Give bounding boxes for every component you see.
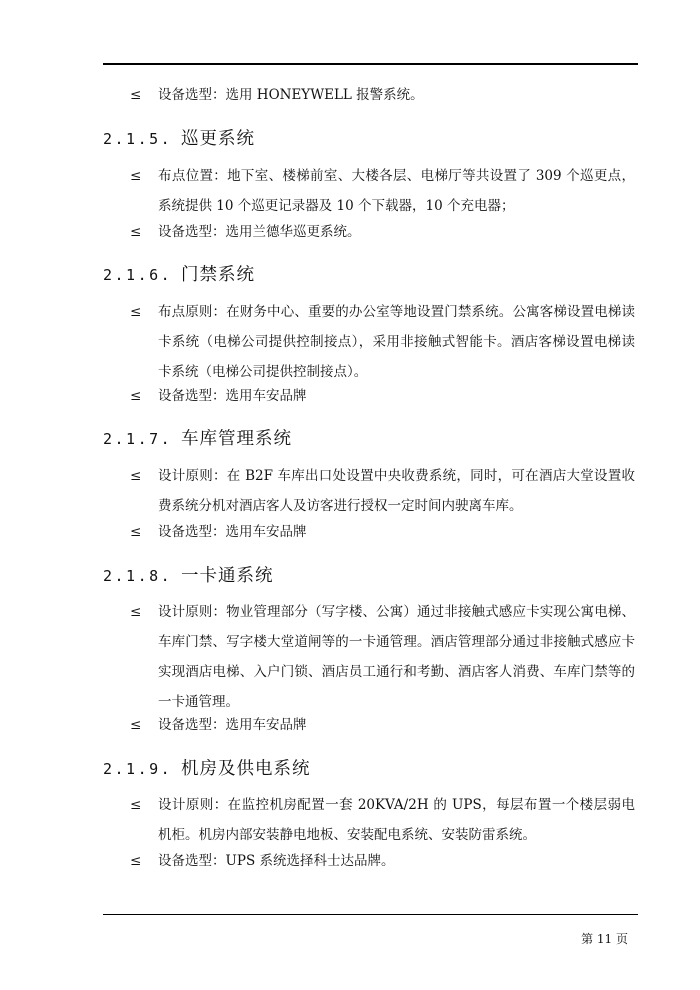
list-item-text: 设备选型：选用 HONEYWELL 报警系统。	[158, 87, 424, 103]
section-heading	[103, 757, 311, 781]
list-item	[130, 80, 635, 110]
bullet-mark: ≤	[130, 224, 142, 240]
bullet-mark: ≤	[130, 468, 142, 484]
section-heading	[103, 263, 255, 287]
list-item-text: 设计原则：物业管理部分（写字楼、公寓）通过非接触式感应卡实现公寓电梯、车库门禁、写字楼大堂道闸等的一卡通管理。酒店管理部分通过非接触式感应卡实现酒店电梯、入户门锁、酒店员工通行和考勤、酒店客人消费、车库门禁等的一卡通管理。	[158, 604, 635, 710]
list-item	[130, 161, 635, 221]
bullet-mark: ≤	[130, 717, 142, 733]
list-item-text: 设备选型：选用车安品牌	[158, 388, 307, 404]
list-item-text: 设备选型：UPS 系统选择科士达品牌。	[158, 853, 395, 869]
bullet-mark: ≤	[130, 388, 142, 404]
list-item-text: 设备选型：选用车安品牌	[158, 717, 307, 733]
bullet-mark: ≤	[130, 168, 142, 184]
header-rule	[103, 63, 638, 65]
list-item	[130, 846, 635, 876]
list-item-text: 设计原则：在监控机房配置一套 20KVA/2H 的 UPS，每层布置一个楼层弱电机柜。机房内部安装静电地板、安装配电系统、安装防雷系统。	[158, 797, 635, 843]
list-item	[130, 297, 635, 387]
bullet-mark: ≤	[130, 524, 142, 540]
list-item	[130, 597, 635, 717]
bullet-mark: ≤	[130, 853, 142, 869]
section-number: 2.1.5.	[103, 130, 173, 148]
section-title: 一卡通系统	[181, 566, 274, 586]
bullet-mark: ≤	[130, 87, 142, 103]
bullet-mark: ≤	[130, 797, 142, 813]
list-item-text: 设备选型：选用兰德华巡更系统。	[158, 224, 361, 240]
list-item-text: 布点原则：在财务中心、重要的办公室等地设置门禁系统。公寓客梯设置电梯读卡系统（电梯公司提供控制接点），采用非接触式智能卡。酒店客梯设置电梯读卡系统（电梯公司提供控制接点）。	[158, 304, 635, 380]
section-heading	[103, 564, 274, 588]
section-heading	[103, 427, 292, 451]
section-heading	[103, 127, 255, 151]
list-item-text: 布点位置：地下室、楼梯前室、大楼各层、电梯厅等共设置了 309 个巡更点，系统提供 10 个巡更记录器及 10 个下载器，10 个充电器；	[158, 168, 635, 214]
footer-rule	[103, 914, 638, 915]
list-item	[130, 710, 635, 740]
section-number: 2.1.9.	[103, 760, 173, 778]
section-number: 2.1.6.	[103, 266, 173, 284]
list-item	[130, 381, 635, 411]
section-title: 机房及供电系统	[181, 759, 311, 779]
section-title: 门禁系统	[181, 265, 255, 285]
bullet-mark: ≤	[130, 604, 142, 620]
list-item	[130, 217, 635, 247]
list-item	[130, 790, 635, 850]
list-item-text: 设备选型：选用车安品牌	[158, 524, 307, 540]
section-title: 巡更系统	[181, 129, 255, 149]
bullet-mark: ≤	[130, 304, 142, 320]
page-number: 第 11 页	[581, 932, 628, 946]
section-number: 2.1.8.	[103, 567, 173, 585]
list-item-text: 设计原则：在 B2F 车库出口处设置中央收费系统，同时，可在酒店大堂设置收费系统分机对酒店客人及访客进行授权一定时间内驶离车库。	[158, 468, 635, 514]
list-item	[130, 517, 635, 547]
section-title: 车库管理系统	[181, 429, 292, 449]
list-item	[130, 461, 635, 521]
section-number: 2.1.7.	[103, 430, 173, 448]
